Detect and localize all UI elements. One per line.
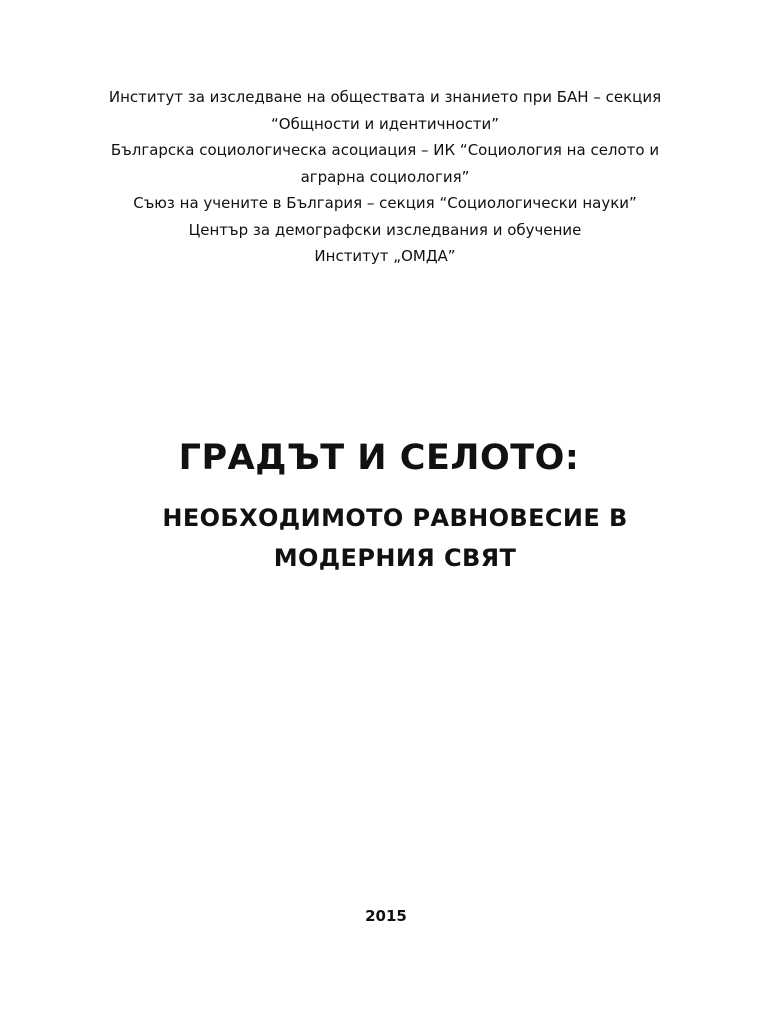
institution-line: Институт „ОМДА” (314, 247, 456, 265)
institution-line: Българска социологическа асоциация – ИК “Социология на селото и (110, 141, 660, 159)
publication-year: 2015 (365, 907, 407, 925)
book-title: ГРАДЪТ И СЕЛОТО: (178, 438, 580, 478)
institution-line: аграрна социология” (300, 167, 470, 186)
institution-line: Съюз на учените в България – секция “Социологически науки” (133, 194, 637, 212)
subtitle-line: НЕОБХОДИМОТО РАВНОВЕСИЕ В (162, 504, 628, 532)
institutions-block (60, 84, 710, 270)
institution-line: “Общности и идентичности” (271, 114, 499, 133)
book-subtitle (100, 498, 690, 578)
institution-line: Център за демографски изследвания и обучение (188, 220, 582, 239)
institution-line: Институт за изследване на обществата и знанието при БАН – секция (108, 88, 662, 106)
subtitle-line: МОДЕРНИЯ СВЯТ (273, 544, 517, 572)
